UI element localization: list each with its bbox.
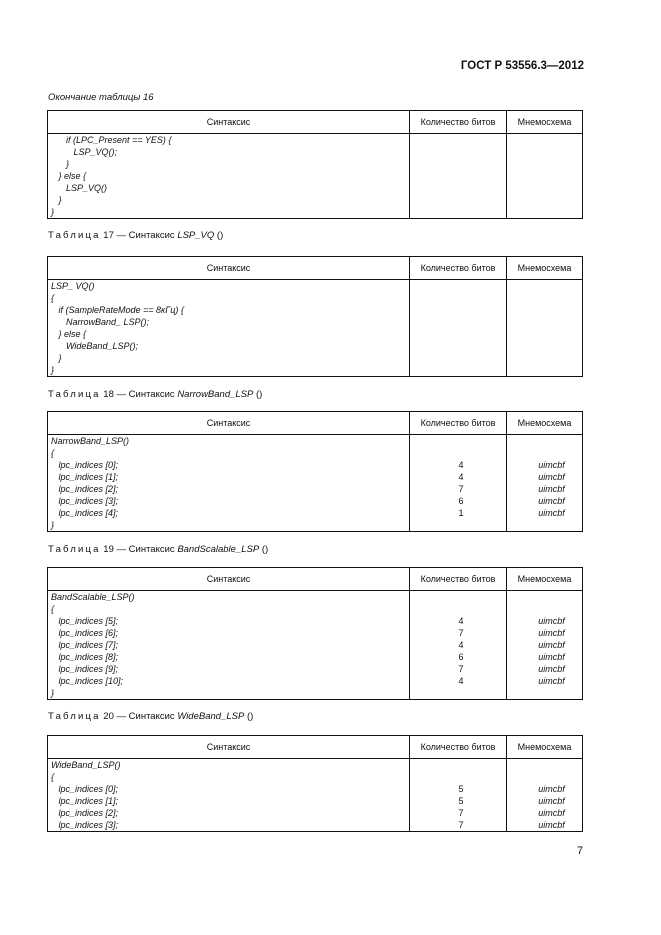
code-line: { (51, 448, 55, 458)
bit-count: 7 (458, 808, 464, 818)
caption-number: 19 (103, 544, 114, 555)
code-line: lpc_indices [4]; (51, 508, 119, 518)
header-bits: Количество битов (410, 412, 507, 435)
header-mnemonic: Мнемосхема (507, 111, 583, 134)
header-syntax: Синтаксис (48, 111, 410, 134)
mnemonic-value (507, 519, 582, 531)
mnemonic-value (507, 447, 582, 459)
caption-text: — Синтаксис (113, 544, 178, 555)
caption-tail: () (214, 230, 224, 241)
code-line: LSP_VQ(); (51, 147, 118, 157)
mnemonic-value: uimcbf (538, 820, 565, 830)
bit-count (410, 435, 506, 447)
code-line: } else { (51, 329, 87, 339)
mnemonic-value (507, 328, 582, 340)
header-mnemonic: Мнемосхема (507, 412, 583, 435)
mnemonic-value (507, 158, 582, 170)
page-number: 7 (576, 845, 583, 857)
bit-count: 7 (458, 664, 464, 674)
bit-count (410, 352, 506, 364)
mnemonic-value: uimcbf (538, 484, 565, 494)
bit-count (410, 182, 506, 194)
code-line: LSP_VQ() (51, 183, 108, 193)
bit-count: 4 (458, 640, 464, 650)
table18 (47, 411, 583, 532)
header-mnemonic: Мнемосхема (507, 568, 583, 591)
mnemonic-cell (507, 280, 583, 377)
header-bits: Количество битов (410, 568, 507, 591)
code-line: lpc_indices [3]; (51, 820, 119, 830)
mnemonic-cell (507, 759, 583, 832)
mnemonic-value: uimcbf (538, 784, 565, 794)
caption-number: 20 (103, 711, 114, 722)
code-line: lpc_indices [1]; (51, 472, 119, 482)
header-bits: Количество битов (410, 111, 507, 134)
caption-name: BandScalable_LSP (177, 544, 260, 555)
bit-count (410, 447, 506, 459)
code-line: } (51, 159, 70, 169)
table19 (47, 567, 583, 700)
mnemonic-value (507, 146, 582, 158)
caption-label: Таблица (48, 230, 101, 241)
bit-count: 4 (458, 472, 464, 482)
mnemonic-value (507, 134, 582, 146)
mnemonic-value: uimcbf (538, 640, 565, 650)
header-syntax: Синтаксис (48, 412, 410, 435)
mnemonic-value (507, 771, 582, 783)
mnemonic-value (507, 435, 582, 447)
mnemonic-value (507, 340, 582, 352)
bit-count: 5 (458, 796, 464, 806)
code-line: WideBand_LSP() (51, 760, 121, 770)
bit-count (410, 603, 506, 615)
table19-caption (48, 544, 268, 555)
bit-count (410, 158, 506, 170)
bit-count: 7 (458, 820, 464, 830)
bits-cell (410, 591, 507, 700)
mnemonic-value (507, 206, 582, 218)
document-id: ГОСТ Р 53556.3—2012 (460, 60, 584, 72)
header-mnemonic: Мнемосхема (507, 736, 583, 759)
code-line: WideBand_LSP(); (51, 341, 138, 351)
bit-count: 4 (458, 616, 464, 626)
bit-count (410, 364, 506, 376)
syntax-cell (48, 280, 410, 377)
caption-label: Таблица (48, 389, 101, 400)
code-line: } else { (51, 171, 87, 181)
caption-number: 18 (103, 389, 114, 400)
table16-caption: Окончание таблицы 16 (48, 92, 154, 103)
mnemonic-value (507, 182, 582, 194)
code-line: lpc_indices [3]; (51, 496, 119, 506)
bit-count (410, 340, 506, 352)
bit-count (410, 687, 506, 699)
mnemonic-value (507, 603, 582, 615)
code-line: { (51, 604, 55, 614)
code-line: } (51, 195, 62, 205)
mnemonic-value: uimcbf (538, 460, 565, 470)
code-line: lpc_indices [0]; (51, 460, 119, 470)
mnemonic-cell (507, 591, 583, 700)
code-line: NarrowBand_ LSP(); (51, 317, 150, 327)
mnemonic-cell (507, 134, 583, 219)
header-syntax: Синтаксис (48, 736, 410, 759)
code-line: lpc_indices [1]; (51, 796, 119, 806)
mnemonic-value: uimcbf (538, 508, 565, 518)
mnemonic-value (507, 364, 582, 376)
bit-count: 7 (458, 628, 464, 638)
code-line: lpc_indices [2]; (51, 484, 119, 494)
caption-tail: () (253, 389, 263, 400)
mnemonic-value: uimcbf (538, 628, 565, 638)
table17-caption (48, 230, 223, 241)
bit-count: 4 (458, 460, 464, 470)
table20-caption (48, 711, 253, 722)
code-line: BandScalable_LSP() (51, 592, 135, 602)
caption-name: LSP_VQ (177, 230, 215, 241)
caption-tail: () (259, 544, 269, 555)
mnemonic-value (507, 304, 582, 316)
bits-cell (410, 435, 507, 532)
table17 (47, 256, 583, 377)
bit-count (410, 519, 506, 531)
code-line: lpc_indices [6]; (51, 628, 119, 638)
mnemonic-value (507, 352, 582, 364)
mnemonic-value: uimcbf (538, 472, 565, 482)
mnemonic-value (507, 591, 582, 603)
caption-text: — Синтаксис (113, 230, 178, 241)
header-bits: Количество битов (410, 257, 507, 280)
bit-count (410, 759, 506, 771)
caption-tail: () (244, 711, 254, 722)
code-line: NarrowBand_LSP() (51, 436, 130, 446)
code-line: { (51, 293, 55, 303)
mnemonic-value (507, 316, 582, 328)
caption-label: Таблица (48, 544, 101, 555)
bits-cell (410, 134, 507, 219)
caption-text: — Синтаксис (113, 711, 178, 722)
header-mnemonic: Мнемосхема (507, 257, 583, 280)
bit-count: 4 (458, 676, 464, 686)
code-line: } (51, 353, 62, 363)
bit-count (410, 170, 506, 182)
header-syntax: Синтаксис (48, 257, 410, 280)
bits-cell (410, 759, 507, 832)
code-line: lpc_indices [2]; (51, 808, 119, 818)
code-line: lpc_indices [0]; (51, 784, 119, 794)
bits-cell (410, 280, 507, 377)
caption-name: NarrowBand_LSP (177, 389, 254, 400)
bit-count: 5 (458, 784, 464, 794)
bit-count: 6 (458, 652, 464, 662)
code-line: lpc_indices [7]; (51, 640, 119, 650)
code-line: lpc_indices [10]; (51, 676, 124, 686)
bit-count (410, 194, 506, 206)
syntax-cell (48, 591, 410, 700)
code-line: lpc_indices [8]; (51, 652, 119, 662)
mnemonic-cell (507, 435, 583, 532)
mnemonic-value: uimcbf (538, 652, 565, 662)
bit-count: 6 (458, 496, 464, 506)
bit-count (410, 134, 506, 146)
bit-count (410, 771, 506, 783)
syntax-cell (48, 759, 410, 832)
code-line: { (51, 772, 55, 782)
code-line: if (SampleRateMode == 8кГц) { (51, 305, 184, 315)
bit-count (410, 146, 506, 158)
mnemonic-value: uimcbf (538, 616, 565, 626)
bit-count: 1 (458, 508, 464, 518)
mnemonic-value: uimcbf (538, 496, 565, 506)
code-line: lpc_indices [9]; (51, 664, 119, 674)
code-line: if (LPC_Present == YES) { (51, 135, 172, 145)
table18-caption (48, 389, 262, 400)
code-line: lpc_indices [5]; (51, 616, 119, 626)
mnemonic-value (507, 194, 582, 206)
mnemonic-value: uimcbf (538, 664, 565, 674)
code-line: LSP_ VQ() (51, 281, 95, 291)
header-bits: Количество битов (410, 736, 507, 759)
mnemonic-value (507, 170, 582, 182)
caption-name: WideBand_LSP (177, 711, 245, 722)
bit-count (410, 328, 506, 340)
code-line: } (51, 520, 55, 530)
bit-count (410, 304, 506, 316)
table20 (47, 735, 583, 832)
bit-count (410, 591, 506, 603)
mnemonic-value (507, 687, 582, 699)
bit-count (410, 292, 506, 304)
table16 (47, 110, 583, 219)
bit-count (410, 280, 506, 292)
code-line: } (51, 688, 55, 698)
bit-count (410, 316, 506, 328)
mnemonic-value: uimcbf (538, 676, 565, 686)
mnemonic-value: uimcbf (538, 808, 565, 818)
code-line: } (51, 365, 55, 375)
mnemonic-value (507, 759, 582, 771)
bit-count: 7 (458, 484, 464, 494)
mnemonic-value: uimcbf (538, 796, 565, 806)
mnemonic-value (507, 292, 582, 304)
syntax-cell (48, 435, 410, 532)
bit-count (410, 206, 506, 218)
caption-label: Таблица (48, 711, 101, 722)
caption-text: — Синтаксис (113, 389, 178, 400)
caption-number: 17 (103, 230, 114, 241)
header-syntax: Синтаксис (48, 568, 410, 591)
code-line: } (51, 207, 55, 217)
mnemonic-value (507, 280, 582, 292)
syntax-cell (48, 134, 410, 219)
